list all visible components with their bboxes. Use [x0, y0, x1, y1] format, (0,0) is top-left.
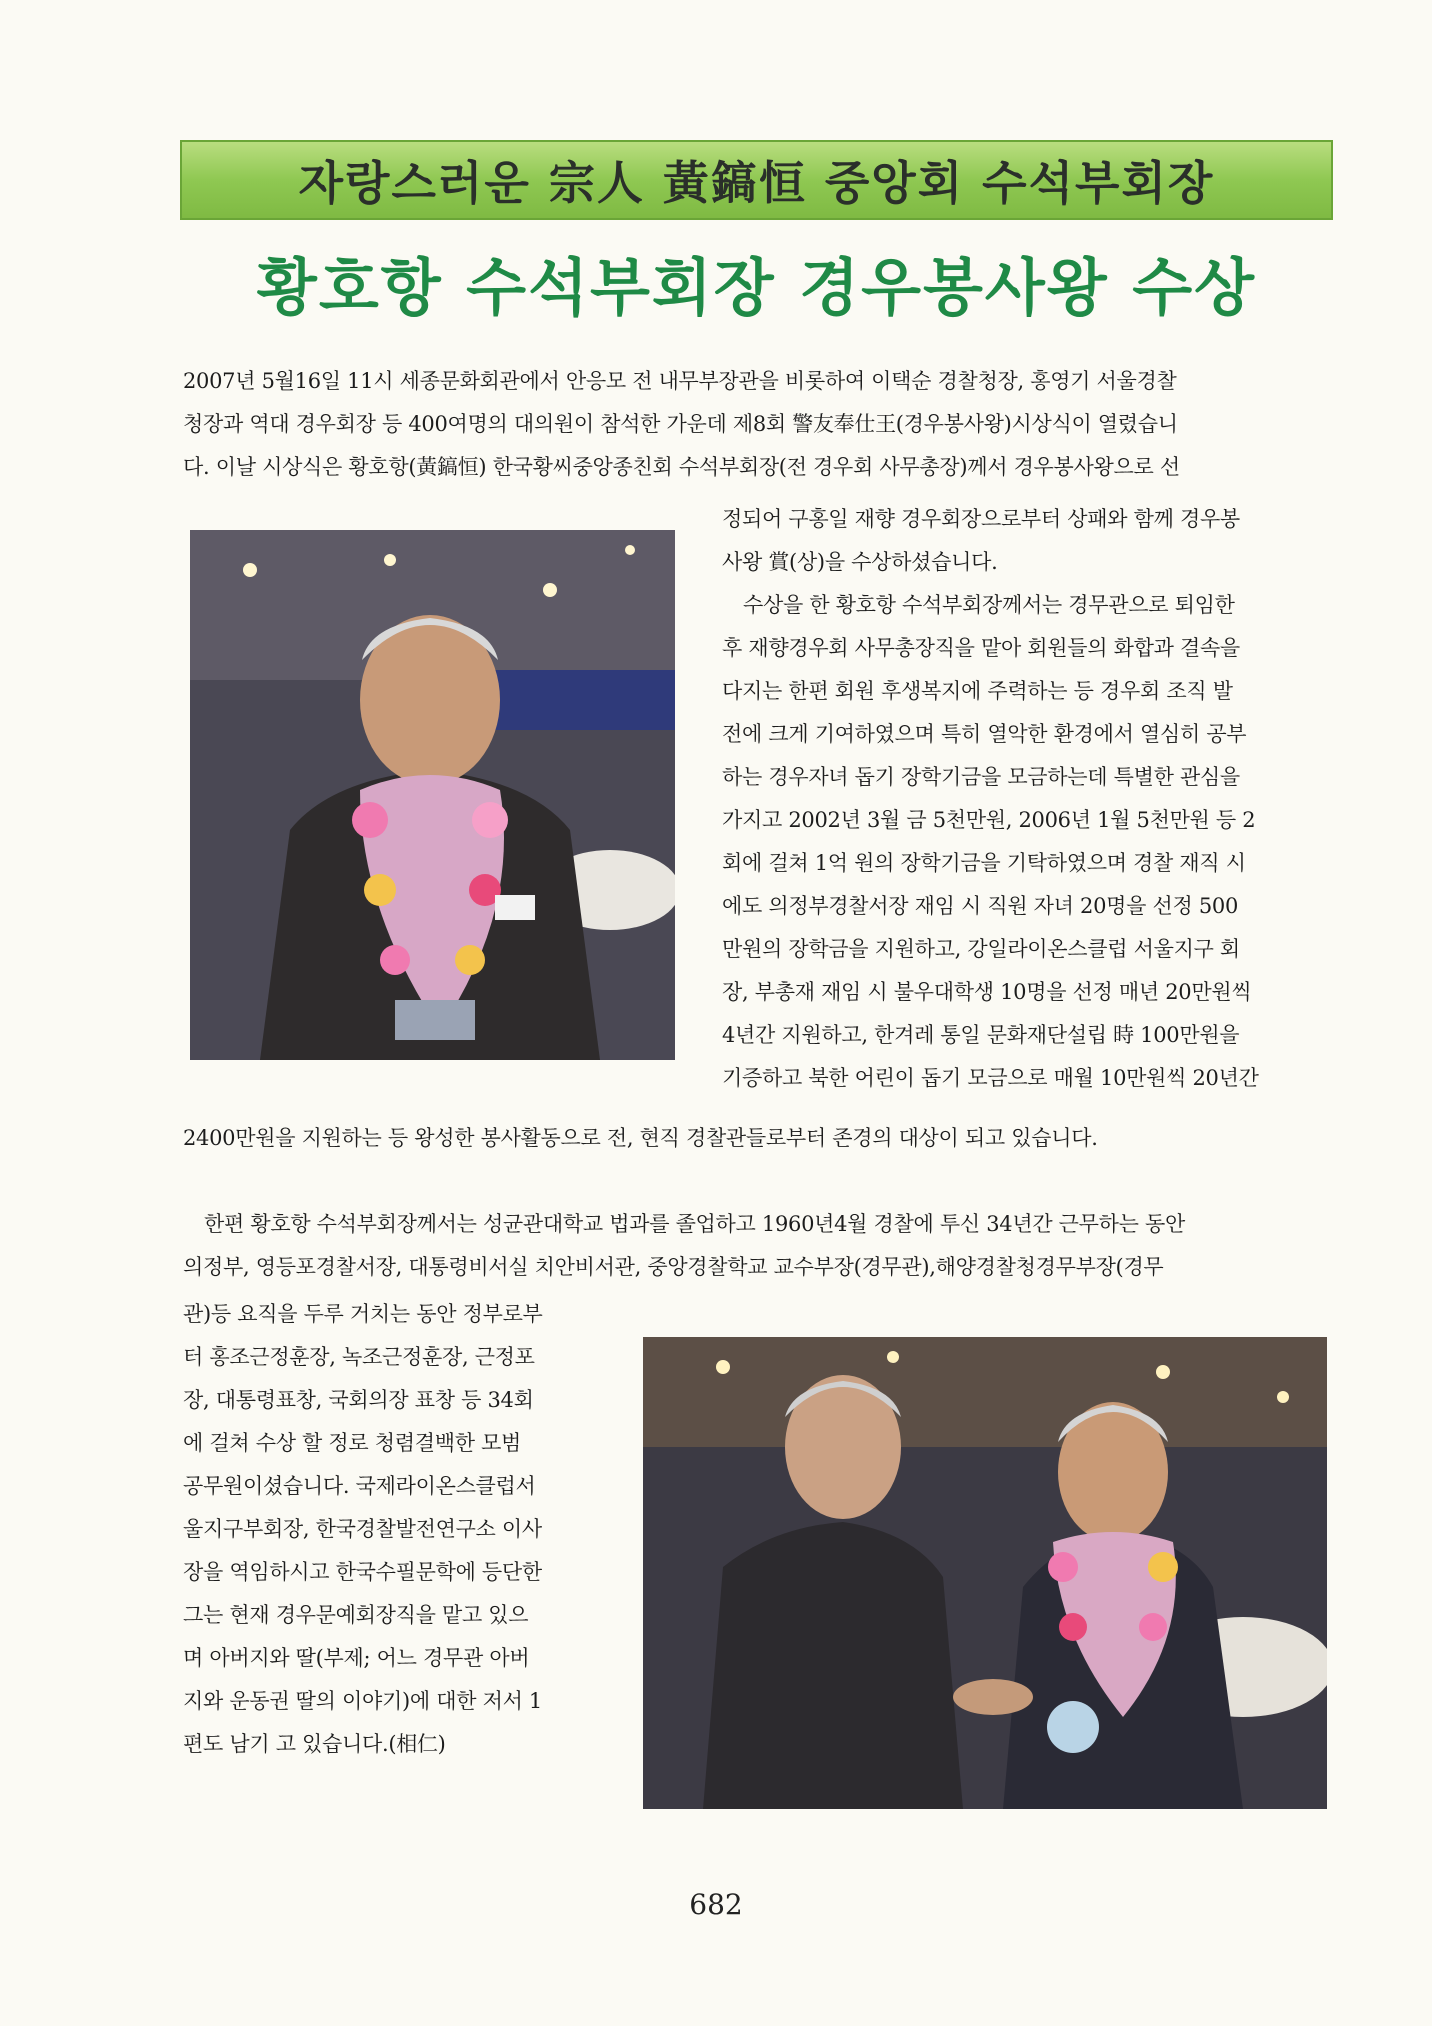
- text-line: 장을 역임하시고 한국수필문학에 등단한: [183, 1560, 542, 1584]
- page-number: 682: [689, 1888, 743, 1921]
- award-photo-1: [190, 530, 675, 1060]
- text-line: 에 걸쳐 수상 할 정로 청렴결백한 모범: [183, 1431, 522, 1455]
- text-line: 장, 부총재 재임 시 불우대학생 10명을 선정 매년 20만원씩: [722, 980, 1252, 1004]
- section-banner: [180, 140, 1333, 220]
- text-line: 울지구부회장, 한국경찰발전연구소 이사: [183, 1517, 542, 1541]
- paragraph-service-final: [183, 1117, 1328, 1160]
- text-line: 정되어 구홍일 재향 경우회장으로부터 상패와 함께 경우봉: [722, 507, 1240, 531]
- text-line: 에도 의정부경찰서장 재임 시 직원 자녀 20명을 선정 500: [722, 894, 1239, 918]
- text-line: 청장과 역대 경우회장 등 400여명의 대의원이 참석한 가운데 제8회 警友奉仕王(경우봉사왕)시상식이 열렸습니: [183, 412, 1178, 436]
- text-line: 의정부, 영등포경찰서장, 대통령비서실 치안비서관, 중앙경찰학교 교수부장(경무관),해양경찰청경무부장(경무: [183, 1255, 1164, 1279]
- text-line: 전에 크게 기여하였으며 특히 열악한 환경에서 열심히 공부: [722, 722, 1247, 746]
- text-line: 터 홍조근정훈장, 녹조근정훈장, 근정포: [183, 1345, 535, 1369]
- text-line: 며 아버지와 딸(부제; 어느 경무관 아버: [183, 1646, 530, 1670]
- text-line: 다. 이날 시상식은 황호항(黃鎬恒) 한국황씨중앙종친회 수석부회장(전 경우회 사무총장)께서 경우봉사왕으로 선: [183, 455, 1180, 479]
- text-line: 지와 운동권 딸의 이야기)에 대한 저서 1: [183, 1689, 542, 1713]
- text-line: 후 재향경우회 사무총장직을 맡아 회원들의 화합과 결속을: [722, 636, 1240, 660]
- award-photo-1-illustration: [190, 530, 675, 1060]
- text-line: 장, 대통령표창, 국회의장 표창 등 34회: [183, 1388, 534, 1412]
- text-line: 한편 황호항 수석부회장께서는 성균관대학교 법과를 졸업하고 1960년4월 경찰에 투신 34년간 근무하는 동안: [204, 1212, 1185, 1236]
- text-line: 하는 경우자녀 돕기 장학기금을 모금하는데 특별한 관심을: [722, 765, 1240, 789]
- text-line: 만원의 장학금을 지원하고, 강일라이온스클럽 서울지구 회: [722, 937, 1240, 961]
- text-line: 관)등 요직을 두루 거치는 동안 정부로부: [183, 1302, 543, 1326]
- text-line: 편도 남기 고 있습니다.(相仁): [183, 1732, 446, 1756]
- text-line: 수상을 한 황호항 수석부회장께서는 경무관으로 퇴임한: [743, 593, 1235, 617]
- paragraph-career-continued: [183, 1293, 603, 1766]
- text-line: 4년간 지원하고, 한겨레 통일 문화재단설립 時 100만원을: [722, 1023, 1240, 1047]
- paragraph-career: [183, 1203, 1328, 1289]
- paragraph-service: [722, 584, 1330, 1100]
- text-line: 사왕 賞(상)을 수상하셨습니다.: [722, 550, 998, 574]
- paragraph-intro-continued: [722, 498, 1330, 584]
- paragraph-intro: [183, 360, 1328, 489]
- banner-title: 자랑스러운 宗人 黃鎬恒 중앙회 수석부회장: [298, 156, 1215, 210]
- award-photo-2: [643, 1337, 1327, 1809]
- text-line: 2400만원을 지원하는 등 왕성한 봉사활동으로 전, 현직 경찰관들로부터 존경의 대상이 되고 있습니다.: [183, 1126, 1098, 1150]
- text-line: 공무원이셨습니다. 국제라이온스클럽서: [183, 1474, 536, 1498]
- award-photo-2-illustration: [643, 1337, 1327, 1809]
- article-headline: 황호항 수석부회장 경우봉사왕 수상: [256, 251, 1257, 324]
- text-line: 2007년 5월16일 11시 세종문화회관에서 안응모 전 내무부장관을 비롯하여 이택순 경찰청장, 홍영기 서울경찰: [183, 369, 1177, 393]
- text-line: 가지고 2002년 3월 금 5천만원, 2006년 1월 5천만원 등 2: [722, 808, 1256, 832]
- text-line: 회에 걸쳐 1억 원의 장학기금을 기탁하였으며 경찰 재직 시: [722, 851, 1246, 875]
- text-line: 기증하고 북한 어린이 돕기 모금으로 매월 10만원씩 20년간: [722, 1066, 1259, 1090]
- text-line: 다지는 한편 회원 후생복지에 주력하는 등 경우회 조직 발: [722, 679, 1233, 703]
- text-line: 그는 현재 경우문예회장직을 맡고 있으: [183, 1603, 529, 1627]
